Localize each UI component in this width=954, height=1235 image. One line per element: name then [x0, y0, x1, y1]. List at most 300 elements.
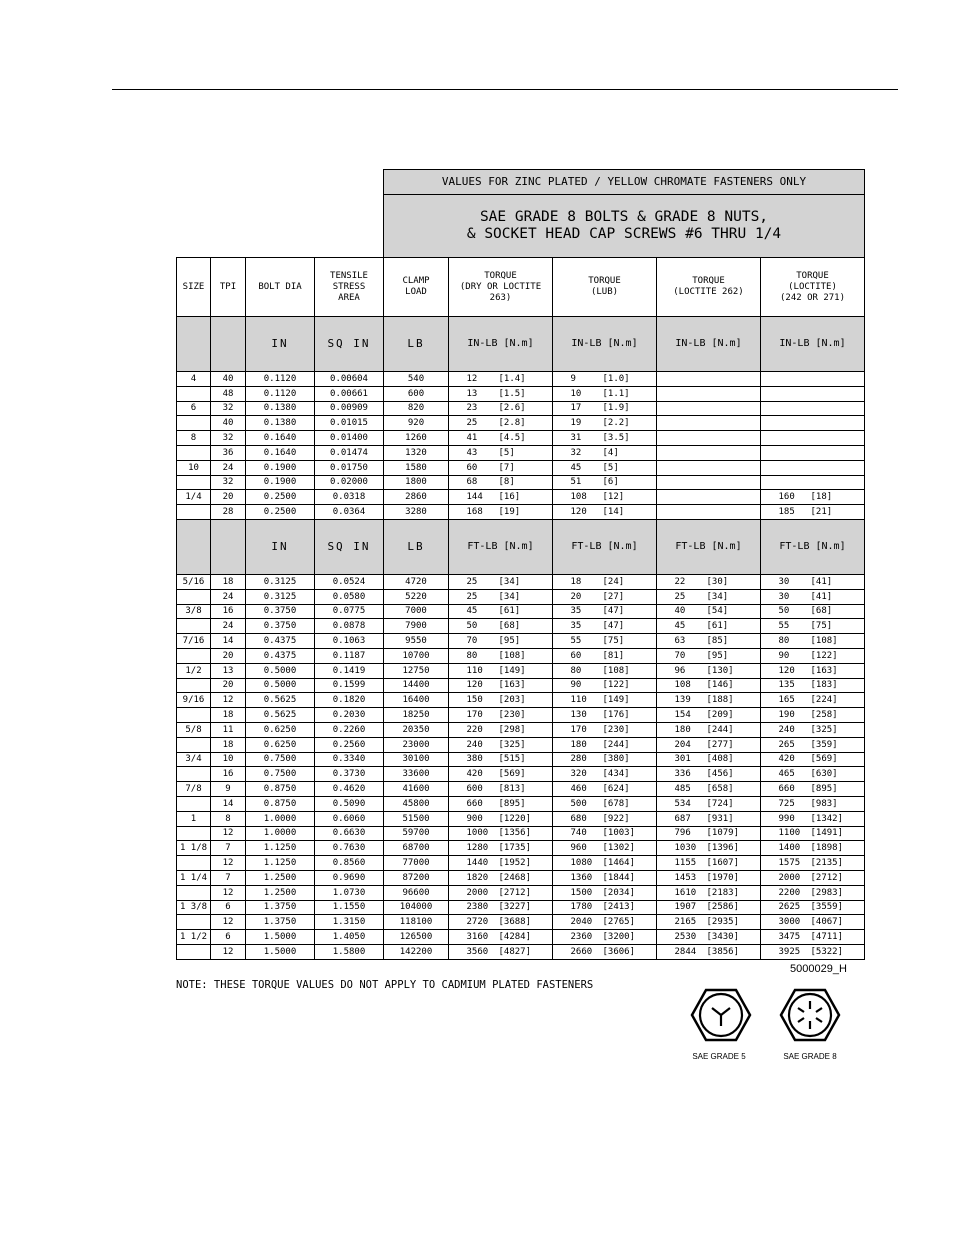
- torque-cell: [553, 574, 657, 589]
- unit-cell: FT-LB [N.m]: [449, 519, 553, 574]
- torque-value: 1360: [570, 872, 593, 883]
- torque-value: 80: [778, 636, 790, 647]
- data-cell: 1/4: [177, 490, 211, 505]
- torque-metric: [3559]: [810, 902, 844, 913]
- torque-value: 204: [674, 739, 691, 750]
- data-cell: 1260: [384, 431, 449, 446]
- torque-metric: [2183]: [706, 887, 740, 898]
- torque-cell: [553, 475, 657, 490]
- data-cell: 12: [211, 944, 246, 959]
- torque-value: 1080: [570, 858, 593, 868]
- torque-value: 25: [466, 591, 478, 602]
- torque-cell: [761, 870, 865, 885]
- torque-value: 70: [466, 636, 478, 647]
- torque-metric: [1003]: [602, 828, 636, 839]
- data-cell: 0.00604: [315, 372, 384, 387]
- table-row: [177, 416, 865, 431]
- data-cell: 0.4375: [246, 648, 315, 663]
- torque-metric: [5]: [602, 462, 619, 473]
- data-cell: 7: [211, 870, 246, 885]
- torque-metric: [3.5]: [602, 433, 630, 444]
- torque-metric: [1302]: [602, 843, 636, 854]
- torque-value: 50: [778, 606, 790, 617]
- data-cell: 7/16: [177, 634, 211, 649]
- torque-metric: [724]: [706, 798, 734, 809]
- torque-cell: [449, 574, 553, 589]
- torque-value: 1453: [674, 872, 697, 883]
- torque-cell: [449, 648, 553, 663]
- torque-metric: [4711]: [810, 931, 844, 942]
- torque-value: 460: [570, 784, 587, 795]
- torque-value: 130: [570, 710, 587, 721]
- data-cell: 0.3340: [315, 752, 384, 767]
- table-row: [177, 782, 865, 797]
- data-cell: 20350: [384, 722, 449, 737]
- torque-metric: [2935]: [706, 917, 740, 928]
- data-cell: [177, 796, 211, 811]
- table-row: [177, 505, 865, 520]
- data-cell: 126500: [384, 930, 449, 945]
- data-cell: 0.00661: [315, 386, 384, 401]
- data-cell: 12: [211, 826, 246, 841]
- torque-value: 30: [778, 591, 790, 602]
- torque-metric: [5]: [498, 447, 515, 458]
- data-cell: 104000: [384, 900, 449, 915]
- torque-cell: [761, 445, 865, 460]
- data-cell: 0.0775: [315, 604, 384, 619]
- blank-corner: [177, 170, 384, 195]
- torque-metric: [408]: [706, 754, 734, 765]
- torque-cell: [657, 490, 761, 505]
- torque-metric: [2135]: [810, 858, 844, 868]
- table-row: [177, 826, 865, 841]
- torque-cell: [761, 708, 865, 723]
- torque-metric: [4067]: [810, 917, 844, 928]
- torque-cell: [449, 619, 553, 634]
- torque-metric: [188]: [706, 695, 734, 706]
- torque-metric: [34]: [706, 591, 729, 602]
- data-cell: 10: [211, 752, 246, 767]
- torque-value: 1575: [778, 858, 801, 868]
- torque-value: 30: [778, 576, 790, 587]
- torque-metric: [203]: [498, 695, 526, 706]
- torque-cell: [761, 693, 865, 708]
- torque-metric: [209]: [706, 710, 734, 721]
- torque-metric: [359]: [810, 739, 838, 750]
- data-cell: 6: [177, 401, 211, 416]
- torque-metric: [85]: [706, 636, 729, 647]
- data-cell: 5/16: [177, 574, 211, 589]
- data-cell: 87200: [384, 870, 449, 885]
- data-cell: 0.00909: [315, 401, 384, 416]
- torque-value: 170: [570, 724, 587, 735]
- torque-cell: [449, 900, 553, 915]
- data-cell: 0.4620: [315, 782, 384, 797]
- torque-metric: [1970]: [706, 872, 740, 883]
- column-header: TORQUE (LUB): [553, 258, 657, 317]
- torque-metric: [27]: [602, 591, 625, 602]
- data-cell: 1 1/4: [177, 870, 211, 885]
- torque-metric: [658]: [706, 784, 734, 795]
- torque-value: 2000: [778, 872, 801, 883]
- data-cell: 0.1900: [246, 475, 315, 490]
- torque-cell: [449, 885, 553, 900]
- torque-cell: [657, 930, 761, 945]
- torque-cell: [449, 708, 553, 723]
- torque-cell: [657, 663, 761, 678]
- torque-cell: [449, 431, 553, 446]
- torque-metric: [14]: [602, 507, 625, 518]
- torque-cell: [553, 460, 657, 475]
- grade5-label: SAE GRADE 5: [692, 1052, 746, 1061]
- data-cell: 0.1187: [315, 648, 384, 663]
- torque-value: 600: [466, 784, 483, 795]
- data-cell: 0.2500: [246, 505, 315, 520]
- torque-value: 2720: [466, 917, 489, 928]
- data-cell: 1.0730: [315, 885, 384, 900]
- data-cell: 0.7630: [315, 841, 384, 856]
- torque-cell: [449, 634, 553, 649]
- torque-cell: [449, 782, 553, 797]
- torque-value: 23: [466, 403, 478, 414]
- torque-metric: [3430]: [706, 931, 740, 942]
- torque-metric: [244]: [602, 739, 630, 750]
- torque-value: 10: [570, 388, 582, 399]
- torque-cell: [657, 870, 761, 885]
- data-cell: 28: [211, 505, 246, 520]
- data-cell: 9550: [384, 634, 449, 649]
- data-cell: [177, 915, 211, 930]
- data-cell: 1.0000: [246, 826, 315, 841]
- torque-cell: [761, 574, 865, 589]
- torque-metric: [30]: [706, 576, 729, 587]
- torque-cell: [657, 708, 761, 723]
- torque-metric: [54]: [706, 606, 729, 617]
- table-row: [177, 767, 865, 782]
- torque-metric: [230]: [498, 710, 526, 721]
- torque-cell: [761, 604, 865, 619]
- data-cell: 0.7500: [246, 752, 315, 767]
- torque-cell: [761, 722, 865, 737]
- torque-cell: [761, 401, 865, 416]
- torque-cell: [761, 619, 865, 634]
- torque-metric: [12]: [602, 492, 625, 503]
- torque-value: 2200: [778, 887, 801, 898]
- table-row: [177, 856, 865, 871]
- torque-metric: [21]: [810, 507, 833, 518]
- torque-metric: [81]: [602, 650, 625, 661]
- torque-value: 70: [674, 650, 686, 661]
- table-row: [177, 475, 865, 490]
- torque-metric: [61]: [498, 606, 521, 617]
- torque-metric: [456]: [706, 769, 734, 780]
- torque-value: 990: [778, 813, 795, 824]
- data-cell: 4: [177, 372, 211, 387]
- torque-metric: [2413]: [602, 902, 636, 913]
- data-cell: 33600: [384, 767, 449, 782]
- torque-cell: [657, 604, 761, 619]
- data-cell: 32: [211, 401, 246, 416]
- data-cell: 0.5000: [246, 678, 315, 693]
- torque-value: 9: [570, 373, 576, 384]
- table-row: [177, 930, 865, 945]
- torque-value: 55: [778, 621, 790, 632]
- table-row: [177, 841, 865, 856]
- torque-cell: [449, 944, 553, 959]
- torque-metric: [146]: [706, 680, 734, 691]
- torque-cell: [761, 663, 865, 678]
- torque-metric: [2765]: [602, 917, 636, 928]
- data-cell: 1320: [384, 445, 449, 460]
- torque-metric: [5322]: [810, 946, 844, 957]
- torque-cell: [761, 811, 865, 826]
- data-cell: 1.1550: [315, 900, 384, 915]
- torque-value: 2380: [466, 902, 489, 913]
- data-cell: 0.2030: [315, 708, 384, 723]
- torque-cell: [657, 885, 761, 900]
- data-cell: 20: [211, 648, 246, 663]
- data-cell: 51500: [384, 811, 449, 826]
- unit-cell: IN: [246, 519, 315, 574]
- torque-cell: [657, 841, 761, 856]
- torque-cell: [761, 826, 865, 841]
- torque-value: 280: [570, 754, 587, 765]
- data-cell: 11: [211, 722, 246, 737]
- torque-value: 25: [466, 418, 478, 429]
- torque-cell: [761, 678, 865, 693]
- torque-value: 108: [674, 680, 691, 691]
- data-cell: [177, 589, 211, 604]
- torque-value: 220: [466, 724, 483, 735]
- data-cell: 0.9690: [315, 870, 384, 885]
- torque-value: 725: [778, 798, 795, 809]
- torque-cell: [761, 416, 865, 431]
- torque-metric: [108]: [602, 665, 630, 676]
- data-cell: 1.4050: [315, 930, 384, 945]
- torque-metric: [108]: [498, 650, 526, 661]
- torque-metric: [624]: [602, 784, 630, 795]
- data-cell: 20: [211, 678, 246, 693]
- torque-value: 35: [570, 621, 582, 632]
- torque-value: 12: [466, 373, 478, 384]
- data-cell: 0.3730: [315, 767, 384, 782]
- torque-metric: [325]: [810, 724, 838, 735]
- torque-cell: [657, 915, 761, 930]
- cadmium-note: NOTE: THESE TORQUE VALUES DO NOT APPLY TO CADMIUM PLATED FASTENERS: [176, 979, 594, 991]
- torque-value: 740: [570, 828, 587, 839]
- data-cell: 10700: [384, 648, 449, 663]
- torque-value: 165: [778, 695, 795, 706]
- torque-metric: [1898]: [810, 843, 844, 854]
- torque-metric: [2.8]: [498, 418, 526, 429]
- data-cell: 0.01400: [315, 431, 384, 446]
- torque-metric: [34]: [498, 576, 521, 587]
- torque-cell: [657, 589, 761, 604]
- data-cell: 13: [211, 663, 246, 678]
- data-cell: 0.01750: [315, 460, 384, 475]
- torque-value: 1400: [778, 843, 801, 854]
- torque-cell: [449, 401, 553, 416]
- column-header: CLAMP LOAD: [384, 258, 449, 317]
- data-cell: 12: [211, 856, 246, 871]
- torque-metric: [813]: [498, 784, 526, 795]
- torque-cell: [761, 856, 865, 871]
- torque-metric: [1607]: [706, 858, 740, 868]
- torque-metric: [2712]: [810, 872, 844, 883]
- data-cell: 8: [177, 431, 211, 446]
- torque-value: 3475: [778, 931, 801, 942]
- torque-cell: [553, 841, 657, 856]
- data-cell: 0.6250: [246, 722, 315, 737]
- table-row: [177, 372, 865, 387]
- torque-cell: [553, 619, 657, 634]
- banner-main: SAE GRADE 8 BOLTS & GRADE 8 NUTS, & SOCKET HEAD CAP SCREWS #6 THRU 1/4: [384, 195, 865, 258]
- data-cell: 0.5090: [315, 796, 384, 811]
- data-cell: [177, 767, 211, 782]
- torque-metric: [95]: [706, 650, 729, 661]
- data-cell: 0.1640: [246, 431, 315, 446]
- data-cell: 1.5000: [246, 944, 315, 959]
- unit-cell: FT-LB [N.m]: [761, 519, 865, 574]
- torque-cell: [761, 841, 865, 856]
- data-cell: 40: [211, 416, 246, 431]
- table-row: [177, 708, 865, 723]
- torque-value: 2844: [674, 946, 697, 957]
- torque-metric: [2983]: [810, 887, 844, 898]
- torque-value: 190: [778, 710, 795, 721]
- torque-cell: [657, 782, 761, 797]
- torque-value: 301: [674, 754, 691, 765]
- data-cell: 0.1640: [246, 445, 315, 460]
- torque-value: 170: [466, 710, 483, 721]
- table-row: [177, 693, 865, 708]
- data-cell: 12750: [384, 663, 449, 678]
- torque-value: 51: [570, 477, 582, 488]
- torque-value: 1820: [466, 872, 489, 883]
- torque-metric: [75]: [602, 636, 625, 647]
- data-cell: 0.5000: [246, 663, 315, 678]
- torque-cell: [761, 589, 865, 604]
- torque-metric: [569]: [498, 769, 526, 780]
- torque-value: 380: [466, 754, 483, 765]
- data-cell: [177, 678, 211, 693]
- torque-metric: [298]: [498, 724, 526, 735]
- data-cell: [177, 386, 211, 401]
- torque-metric: [1396]: [706, 843, 740, 854]
- data-cell: 0.6630: [315, 826, 384, 841]
- torque-cell: [761, 885, 865, 900]
- torque-value: 63: [674, 636, 686, 647]
- torque-metric: [1735]: [498, 843, 532, 854]
- data-cell: 20: [211, 490, 246, 505]
- torque-metric: [380]: [602, 754, 630, 765]
- torque-metric: [277]: [706, 739, 734, 750]
- torque-cell: [553, 767, 657, 782]
- torque-cell: [657, 386, 761, 401]
- units-blank: [177, 519, 211, 574]
- unit-cell: IN: [246, 317, 315, 372]
- torque-cell: [657, 648, 761, 663]
- torque-metric: [61]: [706, 621, 729, 632]
- torque-value: 3560: [466, 946, 489, 957]
- page-top-rule: [112, 89, 898, 90]
- data-cell: 7900: [384, 619, 449, 634]
- torque-cell: [553, 401, 657, 416]
- unit-cell: FT-LB [N.m]: [553, 519, 657, 574]
- blank-corner: [177, 195, 384, 258]
- units-row: [177, 519, 865, 574]
- torque-cell: [657, 826, 761, 841]
- torque-metric: [1.0]: [602, 373, 630, 384]
- torque-value: 687: [674, 813, 691, 824]
- torque-metric: [3227]: [498, 902, 532, 913]
- data-cell: [177, 944, 211, 959]
- torque-metric: [95]: [498, 636, 521, 647]
- torque-metric: [68]: [498, 621, 521, 632]
- data-cell: 1.1250: [246, 841, 315, 856]
- torque-value: 43: [466, 447, 478, 458]
- torque-cell: [657, 416, 761, 431]
- torque-metric: [244]: [706, 724, 734, 735]
- torque-value: 420: [466, 769, 483, 780]
- torque-cell: [449, 826, 553, 841]
- torque-cell: [657, 693, 761, 708]
- unit-cell: LB: [384, 317, 449, 372]
- torque-value: 1155: [674, 858, 697, 868]
- torque-value: 60: [570, 650, 582, 661]
- data-cell: 3280: [384, 505, 449, 520]
- drawing-code: 5000029_H: [790, 963, 847, 975]
- torque-metric: [108]: [810, 636, 838, 647]
- torque-cell: [761, 900, 865, 915]
- torque-metric: [47]: [602, 621, 625, 632]
- data-cell: 0.0878: [315, 619, 384, 634]
- torque-value: 2360: [570, 931, 593, 942]
- torque-metric: [1.4]: [498, 373, 526, 384]
- torque-value: 534: [674, 798, 691, 809]
- torque-value: 1500: [570, 887, 593, 898]
- torque-metric: [3688]: [498, 917, 532, 928]
- data-cell: 4720: [384, 574, 449, 589]
- data-cell: 1.5000: [246, 930, 315, 945]
- torque-metric: [163]: [498, 680, 526, 691]
- data-cell: 0.01015: [315, 416, 384, 431]
- torque-metric: [1.1]: [602, 388, 630, 399]
- table-row: [177, 431, 865, 446]
- torque-metric: [47]: [602, 606, 625, 617]
- torque-metric: [2.6]: [498, 403, 526, 414]
- torque-value: 1780: [570, 902, 593, 913]
- torque-metric: [16]: [498, 492, 521, 503]
- data-cell: 14400: [384, 678, 449, 693]
- torque-value: 660: [466, 798, 483, 809]
- torque-cell: [553, 708, 657, 723]
- torque-cell: [553, 431, 657, 446]
- torque-cell: [449, 663, 553, 678]
- torque-metric: [122]: [602, 680, 630, 691]
- data-cell: 1800: [384, 475, 449, 490]
- torque-cell: [761, 372, 865, 387]
- data-cell: 8: [211, 811, 246, 826]
- torque-value: 45: [570, 462, 582, 473]
- data-cell: 0.2260: [315, 722, 384, 737]
- torque-value: 660: [778, 784, 795, 795]
- data-cell: [177, 445, 211, 460]
- data-cell: 0.6250: [246, 737, 315, 752]
- data-cell: 1.2500: [246, 885, 315, 900]
- torque-value: 900: [466, 813, 483, 824]
- torque-value: 2000: [466, 887, 489, 898]
